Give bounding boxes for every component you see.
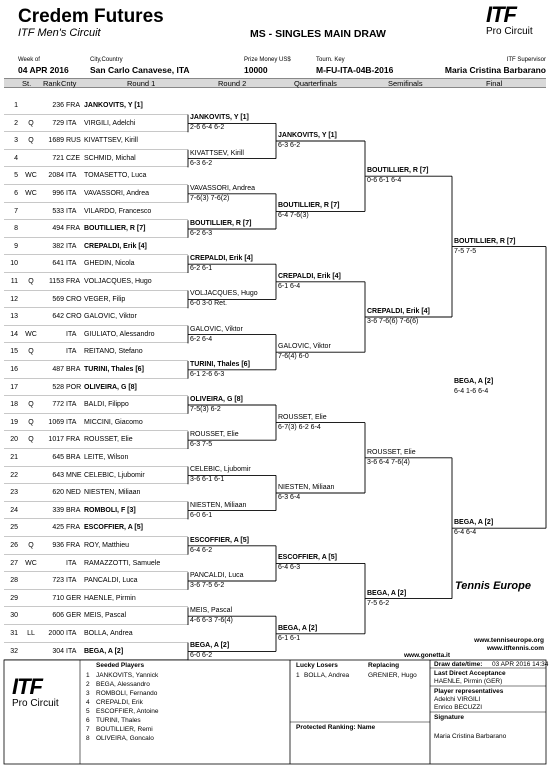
champion-score: 6-4 1-6 6-4 [454,388,489,396]
round2-name: NIESTEN, Miliaan [190,501,247,509]
player-name: GHEDIN, Nicola [84,260,135,268]
sf-name: BOUTILLIER, R [7] [367,167,429,175]
player-num: 8 [14,225,18,233]
player-num: 32 [10,647,18,655]
player-country: ITA [66,348,77,356]
qf-name: BOUTILLIER, R [7] [278,202,340,210]
player-rank: 729 [52,119,64,127]
player-country: ITA [66,577,77,585]
player-name: LEITE, Wilson [84,454,129,461]
player-status: Q [28,278,34,285]
col-quarterfinals: Quarterfinals [294,79,337,88]
player-status: WC [25,172,37,180]
draw-row [4,467,188,485]
key-label: Tourn. Key [316,57,345,63]
player-name: REITANO, Stefano [84,348,143,356]
draw-name: MS - SINGLES MAIN DRAW [250,28,386,40]
player-country: FRA [66,542,80,549]
player-num: 15 [10,348,18,356]
lucky-title: Lucky Losers [296,662,338,669]
player-name: CELEBIC, Ljubomir [84,471,145,479]
player-num: 28 [10,577,18,585]
player-num: 21 [10,454,18,461]
draw-row [4,379,188,397]
prize-label: Prize Money US$ [244,57,291,63]
itf-footer-logo [12,676,59,709]
url-gonetta: www.gonetta.it [404,652,450,659]
player-status: Q [28,348,34,356]
col-round2: Round 2 [218,79,247,88]
player-name: MEIS, Pascal [84,612,127,620]
round2-score: 6-0 6-1 [190,511,213,519]
round2-name: KIVATTSEV, Kirill [190,149,244,157]
round2-name: BEGA, A [2] [190,642,230,650]
player-country: ITA [66,330,77,338]
sf-name: CREPALDI, Erik [4] [367,308,430,315]
lda-value: HAENLE, Pirmin (GER) [434,678,503,685]
url-itftennis: www.itftennis.com [486,645,544,652]
player-status: Q [28,137,34,145]
reps-title: Player representatives [434,688,504,695]
seed-number: 3 [86,690,90,697]
sf-score: 3-6 7-6(6) 7-6(6) [367,318,419,325]
player-country: FRA [66,524,80,532]
player-num: 18 [10,401,18,409]
draw-date-value: 03 APR 2016 14:34 [492,661,549,668]
player-rank: 641 [52,260,64,268]
signature-title: Signature [434,714,464,721]
player-rank: 487 [52,366,64,373]
player-name: ROUSSET, Elie [84,436,133,444]
player-rank: 2000 [48,630,64,637]
player-name: PANCALDI, Luca [84,577,138,585]
draw-row [4,502,188,520]
player-num: 7 [14,207,18,215]
col-round1: Round 1 [127,79,156,88]
seed-number: 5 [86,708,90,715]
player-num: 31 [10,630,18,637]
round2-name: CELEBIC, Ljubomir [190,466,251,474]
draw-date-label: Draw date/time: [434,661,483,668]
supervisor-value: Maria Cristina Barbarano [444,65,546,75]
seed-number: 7 [86,726,90,733]
lda-title: Last Direct Acceptance [434,670,506,677]
tennis-europe-logo: Tennis Europe [455,580,531,592]
player-num: 2 [14,119,18,127]
lucky-name: BOLLA, Andrea [304,672,350,679]
col-rank: Rank [43,79,61,88]
lucky-num: 1 [296,672,300,679]
player-country: ITA [66,559,77,567]
round2-score: 6-3 6-2 [190,159,213,167]
player-country: RUS [66,137,81,145]
round2-score: 2-6 6-4 6-2 [190,124,225,132]
player-name: VAVASSORI, Andrea [84,190,149,197]
draw-row [4,115,188,133]
player-status: WC [25,559,37,567]
player-name: VIRGILI, Adelchi [84,119,136,127]
round2-score: 3-6 7-5 6-2 [190,582,225,589]
itf-footer-logo-sub: Pro Circuit [12,698,59,709]
round2-score: 7-5(3) 6-2 [190,406,221,413]
player-num: 27 [10,559,18,567]
player-rank: 339 [52,506,64,514]
draw-row [4,326,188,344]
player-country: ITA [66,630,77,637]
draw-row [4,273,188,291]
player-country: NED [66,489,81,497]
player-country: ITA [66,172,77,180]
player-num: 13 [10,313,18,321]
player-rank: 606 [52,612,64,620]
player-name: KIVATTSEV, Kirill [84,137,138,145]
seed-number: 4 [86,699,90,706]
round2-score: 7-6(3) 7-6(2) [190,194,230,202]
draw-row [4,343,188,361]
round2-score: 6-3 7-5 [190,441,213,449]
seed-name: OLIVEIRA, Goncalo [96,735,154,742]
round2-name: TURINI, Thales [6] [190,360,250,368]
sf-score: 3-6 6-4 7-6(4) [367,458,410,466]
qf-score: 6-4 6-3 [278,564,301,572]
player-name: BOUTILLIER, R [7] [84,225,146,233]
seeded-title: Seeded Players [96,662,145,669]
qf-score: 6-1 6-4 [278,282,301,290]
seed-name: BEGA, Alessandro [96,681,150,688]
rep-2: Enrico BECUZZI [434,704,483,711]
col-semifinals: Semifinals [388,79,423,88]
supervisor-label: ITF Supervisor [506,57,546,63]
player-status: Q [28,542,34,549]
player-status: WC [25,190,37,197]
draw-row [4,519,188,537]
player-num: 11 [10,278,18,285]
player-name: TURINI, Thales [6] [84,366,144,373]
col-st: St. [22,79,32,88]
player-num: 10 [10,260,18,268]
player-num: 26 [10,542,18,549]
player-num: 17 [10,383,18,391]
week-value: 04 APR 2016 [18,65,69,75]
col-cnty: Cnty [61,79,77,88]
draw-row [4,449,188,467]
player-country: GER [66,594,82,602]
draw-row [4,150,188,168]
itf-logo-sub: Pro Circuit [486,26,533,37]
player-country: MNE [66,471,82,479]
draw-row [4,308,188,326]
final-name: BEGA, A [2] [454,519,494,527]
seed-number: 6 [86,717,90,724]
qf-name: BEGA, A [2] [278,624,318,632]
player-name: RAMAZZOTTI, Samuele [84,559,161,567]
player-rank: 236 [52,102,64,109]
round2-name: BOUTILLIER, R [7] [190,220,252,227]
round2-name: PANCALDI, Luca [190,572,244,579]
player-name: OLIVEIRA, G [8] [84,383,137,391]
draw-row [4,643,188,661]
player-status: Q [28,401,34,409]
qf-name: ESCOFFIER, A [5] [278,554,337,562]
player-rank: 721 [52,154,64,162]
player-country: ITA [66,401,77,409]
rep-1: Adelchi VIRGILI [434,696,481,703]
player-rank: 772 [52,401,64,409]
player-num: 19 [10,418,18,426]
player-num: 23 [10,489,18,497]
player-rank: 936 [52,542,64,549]
round2-score: 6-2 6-1 [190,265,213,273]
player-country: POR [66,383,82,391]
player-status: Q [28,119,34,127]
url-tenniseurope: www.tenniseurope.org [474,637,544,644]
round2-name: OLIVEIRA, G [8] [190,396,243,403]
qf-name: ROUSSET, Elie [278,413,327,421]
seed-number: 2 [86,681,90,688]
player-rank: 1069 [48,418,64,426]
player-num: 20 [10,436,18,444]
player-name: MICCINI, Giacomo [84,418,143,426]
round2-score: 6-2 6-3 [190,230,213,237]
player-country: BRA [66,454,81,461]
player-name: GIULIATO, Alessandro [84,330,155,338]
player-status: Q [28,436,34,444]
player-country: FRA [66,436,80,444]
player-name: SCHMID, Michal [84,154,136,162]
sf-name: BEGA, A [2] [367,589,407,597]
player-country: ITA [66,119,77,127]
draw-row [4,414,188,432]
qf-score: 6-1 6-1 [278,634,301,642]
player-rank: 710 [52,594,64,602]
draw-row [4,238,188,256]
circuit-subtitle: ITF Men's Circuit [18,27,101,39]
player-name: ESCOFFIER, A [5] [84,524,143,532]
player-country: ITA [66,260,77,268]
player-num: 22 [10,471,18,479]
draw-row [4,167,188,185]
signature-value: Maria Cristina Barbarano [434,733,507,740]
player-country: ITA [66,207,77,215]
qf-name: NIESTEN, Miliaan [278,484,335,491]
round2-name: JANKOVITS, Y [1] [190,114,249,122]
player-country: CRO [66,295,82,303]
player-status: WC [25,330,37,338]
player-rank: 494 [52,225,64,233]
itf-logo [486,4,548,37]
player-num: 25 [10,524,18,532]
final-name: BOUTILLIER, R [7] [454,237,516,245]
draw-row [4,185,188,203]
seed-name: JANKOVITS, Yannick [96,672,159,679]
round2-name: ESCOFFIER, A [5] [190,536,249,544]
player-num: 12 [10,295,18,303]
player-rank: 643 [52,471,64,479]
player-name: VOLJACQUES, Hugo [84,278,152,285]
round2-score: 6-0 6-2 [190,652,213,660]
player-name: NIESTEN, Miliaan [84,489,141,497]
player-country: ITA [66,190,77,197]
sf-score: 0-6 6-1 6-4 [367,177,402,185]
round2-score: 6-0 3-0 Ret. [190,300,227,308]
player-num: 3 [14,137,18,145]
player-num: 29 [10,594,18,602]
player-name: BOLLA, Andrea [84,630,133,637]
player-rank: 1689 [48,137,64,145]
round2-score: 6-1 2-6 6-3 [190,370,225,378]
qf-score: 6-7(3) 6-2 6-4 [278,423,321,431]
qf-score: 6-3 6-2 [278,142,301,149]
final-score: 6-4 6-4 [454,529,477,537]
player-name: BALDI, Filippo [84,401,129,409]
seed-name: ROMBOLI, Fernando [96,690,158,697]
tournament-title: Credem Futures [18,6,164,27]
draw-row [4,555,188,573]
itf-logo-mark: ITF [486,2,516,27]
champion-name: BEGA, A [2] [454,378,494,386]
player-num: 14 [10,330,18,338]
draw-row [4,590,188,608]
protected-title: Protected Ranking: Name [296,724,376,731]
week-label: Week of [18,57,40,63]
qf-name: GALOVIC, Viktor [278,343,331,351]
draw-row [4,572,188,590]
player-rank: 642 [52,313,64,321]
player-name: BEGA, A [2] [84,647,124,655]
player-name: HAENLE, Pirmin [84,594,136,602]
round2-name: VAVASSORI, Andrea [190,184,255,192]
player-name: GALOVIC, Viktor [84,313,137,321]
player-country: CZE [66,154,80,162]
player-name: VEGER, Filip [84,295,126,303]
final-score: 7-5 7-5 [454,247,477,255]
draw-row [4,361,188,379]
draw-row [4,255,188,273]
player-num: 9 [14,242,18,250]
player-country: FRA [66,102,80,109]
draw-row [4,431,188,449]
player-rank: 620 [52,489,64,497]
replacing-title: Replacing [368,662,400,669]
seed-number: 8 [86,735,90,742]
player-rank: 425 [52,524,64,532]
seed-name: CREPALDI, Erik [96,699,143,706]
sf-name: ROUSSET, Elie [367,448,416,456]
player-country: BRA [66,506,81,514]
player-country: FRA [66,225,80,233]
player-num: 5 [14,172,18,180]
player-rank: 1017 [48,436,64,444]
player-country: ITA [66,647,77,655]
player-rank: 996 [52,190,64,197]
draw-row [4,203,188,221]
qf-name: JANKOVITS, Y [1] [278,132,337,139]
lucky-replacing: GRENIER, Hugo [368,672,417,679]
qf-score: 7-6(4) 6-0 [278,353,309,361]
player-num: 24 [10,506,18,514]
draw-row [4,220,188,238]
player-name: CREPALDI, Erik [4] [84,242,147,250]
player-name: VILARDO, Francesco [84,207,152,215]
player-rank: 723 [52,577,64,585]
draw-row [4,291,188,309]
qf-score: 6-4 7-6(3) [278,212,309,220]
round2-name: CREPALDI, Erik [4] [190,255,253,263]
qf-name: CREPALDI, Erik [4] [278,272,341,280]
player-rank: 645 [52,454,64,461]
itf-footer-logo-mark: ITF [12,674,42,699]
round2-score: 6-2 6-4 [190,335,213,343]
city-label: City,Country [90,57,123,63]
player-country: FRA [66,278,80,285]
player-country: ITA [66,242,77,250]
player-country: ITA [66,418,77,426]
city-value: San Carlo Canavese, ITA [90,65,190,75]
player-num: 1 [14,102,18,109]
seed-name: ESCOFFIER, Antoine [96,708,159,715]
player-name: ROY, Matthieu [84,542,130,549]
seed-name: TURINI, Thales [96,717,141,724]
player-rank: 533 [52,207,64,215]
qf-score: 6-3 6-4 [278,494,301,501]
player-country: BRA [66,366,81,373]
player-rank: 304 [52,647,64,655]
player-rank: 528 [52,383,64,391]
round2-score: 6-4 6-2 [190,546,213,554]
prize-value: 10000 [244,65,268,75]
seed-number: 1 [86,672,90,679]
player-name: JANKOVITS, Y [1] [84,102,143,109]
round2-name: MEIS, Pascal [190,607,233,615]
player-num: 30 [10,612,18,620]
player-status: LL [27,630,35,637]
player-name: TOMASETTO, Luca [84,172,147,180]
draw-row [4,132,188,150]
round2-name: VOLJACQUES, Hugo [190,290,258,298]
draw-row [4,396,188,414]
round2-score: 3-6 6-1 6-1 [190,476,225,484]
round2-score: 4-6 6-3 7-6(4) [190,617,233,625]
player-name: ROMBOLI, F [3] [84,506,136,514]
round2-name: ROUSSET, Elie [190,431,239,439]
col-final: Final [486,79,503,88]
player-rank: 382 [52,242,64,250]
player-country: GER [66,612,82,620]
player-num: 6 [14,190,18,197]
draw-row [4,537,188,555]
draw-row [4,97,188,115]
round2-name: GALOVIC, Viktor [190,325,243,333]
draw-row [4,607,188,625]
player-rank: 569 [52,295,64,303]
player-num: 16 [10,366,18,373]
player-country: CRO [66,313,82,321]
player-num: 4 [14,154,18,162]
player-status: Q [28,418,34,426]
sf-score: 7-5 6-2 [367,599,390,607]
column-header-band [4,78,546,88]
draw-row [4,625,188,643]
player-rank: 1153 [48,278,64,285]
player-rank: 2084 [48,172,64,180]
key-value: M-FU-ITA-04B-2016 [316,65,394,75]
seed-name: BOUTILLIER, Remi [96,726,153,733]
draw-row [4,484,188,502]
